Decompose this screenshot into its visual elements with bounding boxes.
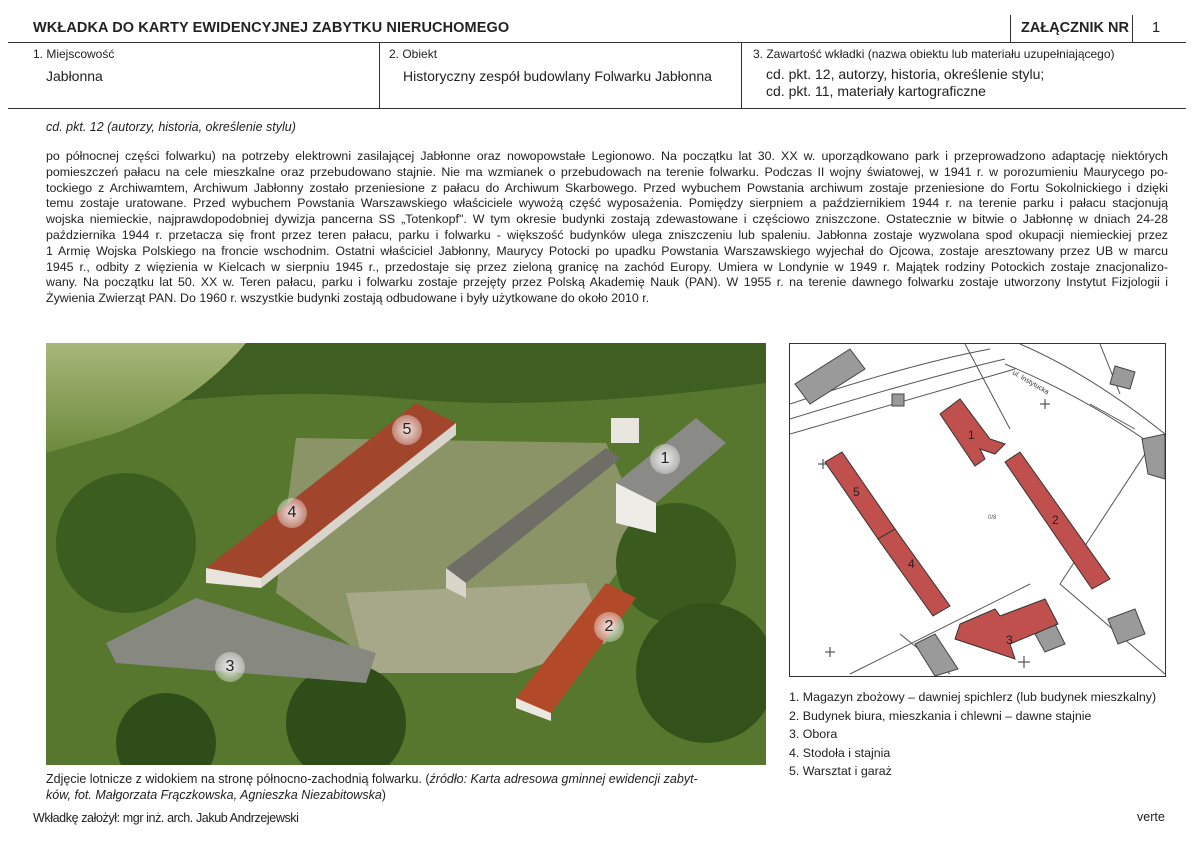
caption-source: źródło: Karta adresowa gminnej ewidencji zabyt-	[429, 772, 698, 786]
history-line: tockiego z Archiwamtem, Archiwum Jabłonny zostało przeniesione z pałacu do Archiwum Skarbowego. Przed wybuchem Powstania archiwum zostaje przeniesione do Fortu Sokolnickiego i dzięki	[46, 180, 1168, 195]
object-label: 2. Obiekt	[389, 47, 438, 61]
photo-caption-line	[46, 787, 768, 803]
photo-caption-line	[46, 771, 768, 787]
photo-marker-label: 3	[225, 658, 235, 675]
photo-marker-1	[650, 444, 680, 474]
history-text	[46, 149, 1168, 307]
map-legend	[789, 688, 1156, 781]
map-parcel-label: 0/8	[988, 515, 997, 521]
legend-item: 3. Obora	[789, 727, 838, 742]
caption-credits: ków, fot. Małgorzata Frączkowska, Agnieszka Niezabitowska	[46, 788, 382, 802]
legend-item: 4. Stodoła i stajnia	[789, 745, 891, 760]
history-line: Żywienia Zwierząt PAN. Do 1960 r. wszystkie budynki zostają odbudowane i były użytkowane do około 2010 r.	[46, 291, 650, 306]
photo-marker-label: 4	[287, 504, 297, 521]
photo-marker-5	[392, 415, 422, 445]
map-building-3: 3	[1006, 633, 1013, 647]
aerial-photo	[46, 343, 766, 765]
contents-label: 3. Zawartość wkładki (nazwa obiektu lub materiału uzupełniającego)	[753, 47, 1115, 61]
annex-label: ZAŁĄCZNIK NR	[1021, 20, 1129, 36]
contents-line: cd. pkt. 12, autorzy, historia, określenie stylu;	[766, 66, 1045, 82]
history-line: pomieszczeń pałacu na cele mieszkalne oraz przebudowano stajnie. Nie ma wzmianek o przebudowach na terenie folwarku. Podczas II wojny światowej, w 1941 r. w porozumieniu Maurycego po-	[46, 164, 1168, 179]
map-building-4: 4	[908, 557, 915, 571]
photo-marker-2	[594, 612, 624, 642]
caption-text: Zdjęcie lotnicze z widokiem na stronę północno-zachodnią folwarku. (	[46, 772, 430, 786]
field-divider	[741, 42, 742, 108]
header-divider	[1132, 15, 1133, 42]
contents-line: cd. pkt. 11, materiały kartograficzne	[766, 83, 986, 99]
map-street-label: ul. Instytucka	[1011, 369, 1050, 397]
aerial-photo-drawing	[46, 343, 766, 765]
annex-number: 1	[1152, 20, 1161, 36]
history-line: wany. Na początku lat 50. XX w. Teren pałacu, parku i folwarku zostaje przejęty przez Polską Akademię Nauk (PAN). W 1955 r. na terenie dawnego folwarku zostaje utworzony Instytut Fizjologii i	[46, 275, 1168, 290]
section-heading: cd. pkt. 12 (autorzy, historia, określenie stylu)	[46, 120, 296, 134]
photo-marker-label: 2	[604, 618, 614, 635]
verte-label: verte	[1137, 810, 1165, 824]
history-line: po północnej części folwarku) na potrzeby elektrowni zasilającej Jabłonne oraz nowopowstałe Legionowo. Na początku lat 30. XX w. uporządkowano park i przeprowadzono adaptację niektórych	[46, 149, 1168, 163]
legend-item: 2. Budynek biura, mieszkania i chlewni – dawne stajnie	[789, 708, 1092, 723]
photo-marker-label: 1	[660, 450, 670, 467]
header-rule	[8, 42, 1186, 43]
photo-marker-label: 5	[402, 421, 412, 438]
site-map	[789, 343, 1166, 677]
map-building-1: 1	[968, 428, 975, 442]
fields-rule	[8, 108, 1186, 109]
header-divider	[1010, 15, 1011, 42]
history-line: wojska niemieckie, najprawdopodobniej dywizja pancerna SS „Totenkopf". W tym okresie budynki zostają zdewastowane i częściowo zniszczone. Ostatecznie w bitwie o Jabłonnę w dniach 24-28	[46, 212, 1168, 227]
contents-value	[766, 66, 1044, 100]
locality-value: Jabłonna	[46, 68, 103, 84]
locality-label: 1. Miejscowość	[33, 47, 115, 61]
site-map-drawing	[790, 344, 1165, 676]
photo-marker-4	[277, 498, 307, 528]
legend-item: 1. Magazyn zbożowy – dawniej spichlerz (lub budynek mieszkalny)	[789, 690, 1157, 704]
map-building-5: 5	[853, 485, 860, 499]
history-line: temu zostaje uratowane. Przed wybuchem Powstania Warszawskiego właściciele wywożą część wyposażenia. Pomiędzy sierpniem a październikiem 1944 r. na terenie parku i pałacu stacjonują	[46, 196, 1168, 211]
photo-caption	[46, 771, 768, 803]
history-line: października 1944 r. przetacza się front przez teren pałacu, parku i folwarku - większość budynków ulega zniszczeniu lub spaleniu. Jabłonna zostaje wyzwolana spod okupacji niemieckiej przez	[46, 227, 1168, 242]
caption-close: )	[381, 788, 386, 802]
history-line: 1945 r., odbity z więzienia w Kielcach w sierpniu 1945 r., przedostaje się przez zieloną granicę na zachód Europy. Umiera w Londynie w 1949 r. Majątek rodziny Potockich zostaje znacjonalizo-	[46, 259, 1168, 274]
object-value: Historyczny zespół budowlany Folwarku Jabłonna	[403, 68, 712, 84]
map-building-2: 2	[1052, 513, 1059, 527]
document-title: WKŁADKA DO KARTY EWIDENCYJNEJ ZABYTKU NIERUCHOMEGO	[33, 20, 510, 36]
prepared-by: Wkładkę założył: mgr inż. arch. Jakub Andrzejewski	[33, 811, 299, 825]
history-line: 1 Armię Wojska Polskiego na froncie wschodnim. Ostatni właściciel Jabłonny, Maurycy Potocki po upadku Powstania Warszawskiego wyjechał do Ojcowa, zostaje aresztowany przez UB w marcu	[46, 243, 1168, 258]
photo-marker-3	[215, 652, 245, 682]
field-divider	[379, 42, 380, 108]
legend-item: 5. Warsztat i garaż	[789, 764, 892, 779]
